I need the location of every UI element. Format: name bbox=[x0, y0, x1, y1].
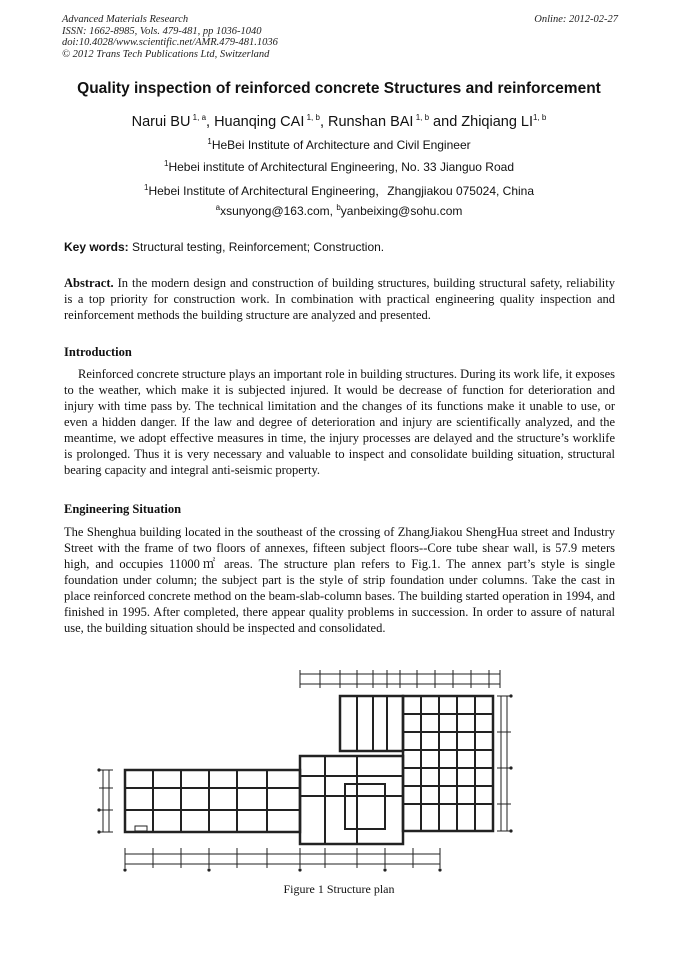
online-date: Online: 2012-02-27 bbox=[534, 14, 618, 25]
author-name: Narui BU bbox=[131, 114, 191, 130]
section-heading-engineering: Engineering Situation bbox=[64, 502, 182, 516]
abstract-text: In the modern design and construction of building structures, building structural safety, reliability is a top priority for construction work. In combination with practical engineering quality inspection and reinforcement methods the building structure are analyzed and presented. bbox=[64, 276, 615, 322]
paper-title: Quality inspection of reinforced concrete Structures and reinforcement bbox=[77, 80, 601, 97]
structure-plan-figure bbox=[95, 666, 515, 876]
journal-header bbox=[62, 14, 618, 60]
introduction-text: Reinforced concrete structure plays an important role in building structures. During its work life, it exposes to the weather, which make it is subjected injured. It would be decrease of function for deterioration and injury with time pass by. The technical limitation and the changes of its functions make it unable to use, or even a hidden danger. If the law and degree of deterioration and injury are scientifically analyzed, and the meantime, we adopt effective measures in time, the injury processes are delayed and the structure’s worklife is prolonged. Thus it is very necessary and valuable to inspect and consolidate building situation, structural bearing capacity and integral anti-seismic property. bbox=[64, 367, 616, 477]
author-sup: 1, b bbox=[533, 113, 547, 123]
author-name: Runshan BAI bbox=[328, 114, 414, 130]
issn-line: ISSN: 1662-8985, Vols. 479-481, pp 1036-1040 bbox=[62, 25, 262, 37]
figure-caption: Figure 1 Structure plan bbox=[283, 882, 395, 896]
email-a[interactable]: xsunyong@163.com, bbox=[220, 204, 337, 218]
journal-name: Advanced Materials Research bbox=[62, 14, 189, 25]
abstract-label: Abstract. bbox=[64, 276, 114, 290]
affiliation: $^1$HeBei Institute of Architecture and Civil Engineer bbox=[207, 137, 471, 152]
author-sup: 1, a bbox=[192, 113, 207, 123]
keywords-text: Structural testing, Reinforcement; Construction. bbox=[128, 240, 385, 254]
email-b[interactable]: yanbeixing@sohu.com bbox=[340, 204, 463, 218]
doi-line: doi:10.4028/www.scientific.net/AMR.479-481.1036 bbox=[62, 37, 278, 48]
engineering-text: The Shenghua building located in the southeast of the crossing of ZhangJiakou ShengHua street and Industry Street with the frame of two floors of annexes, fifteen subject floors--Core tube shear wall, is 57.9 meters high, and occupies 11000㎡ areas. The structure plan refers to Fig.1. The annex part’s style is single foundation under column; the subject part is the style of strip foundation under columns. Take the cast in place reinforced concrete method on the beam-slab-column bases. The building started operation in 1994, and finished in 1995. After completed, there appear quality problems in succession. In order to assure of natural use, the building situation should be inspected and consolidated. bbox=[64, 525, 615, 635]
affiliation: $^1$Hebei Institute of Architectural Engineering，Zhangjiakou 075024, China bbox=[143, 183, 535, 198]
author-sup: 1, b bbox=[415, 113, 430, 123]
author-sup: 1, b bbox=[306, 113, 320, 123]
abstract bbox=[64, 275, 615, 323]
author-name: Huanqing CAI bbox=[214, 114, 305, 130]
keywords bbox=[64, 240, 624, 254]
author-list: Narui BU $^{1, a}$, Huanqing CAI $^{1, b}$, Runshan BAI $^{1, b}$ and Zhiqiang LI$^{1, b}$ bbox=[131, 113, 547, 130]
author-emails: $^a$xsunyong@163.com, $^b$yanbeixing@sohu.com bbox=[215, 203, 463, 218]
keywords-label: Key words: bbox=[64, 240, 129, 254]
copyright-line: © 2012 Trans Tech Publications Ltd, Switzerland bbox=[62, 48, 270, 60]
affiliation: $^1$Hebei institute of Architectural Engineering, No. 33 Jianguo Road bbox=[164, 159, 514, 174]
section-heading-introduction: Introduction bbox=[64, 345, 132, 359]
author-name: Zhiqiang LI bbox=[461, 114, 534, 130]
